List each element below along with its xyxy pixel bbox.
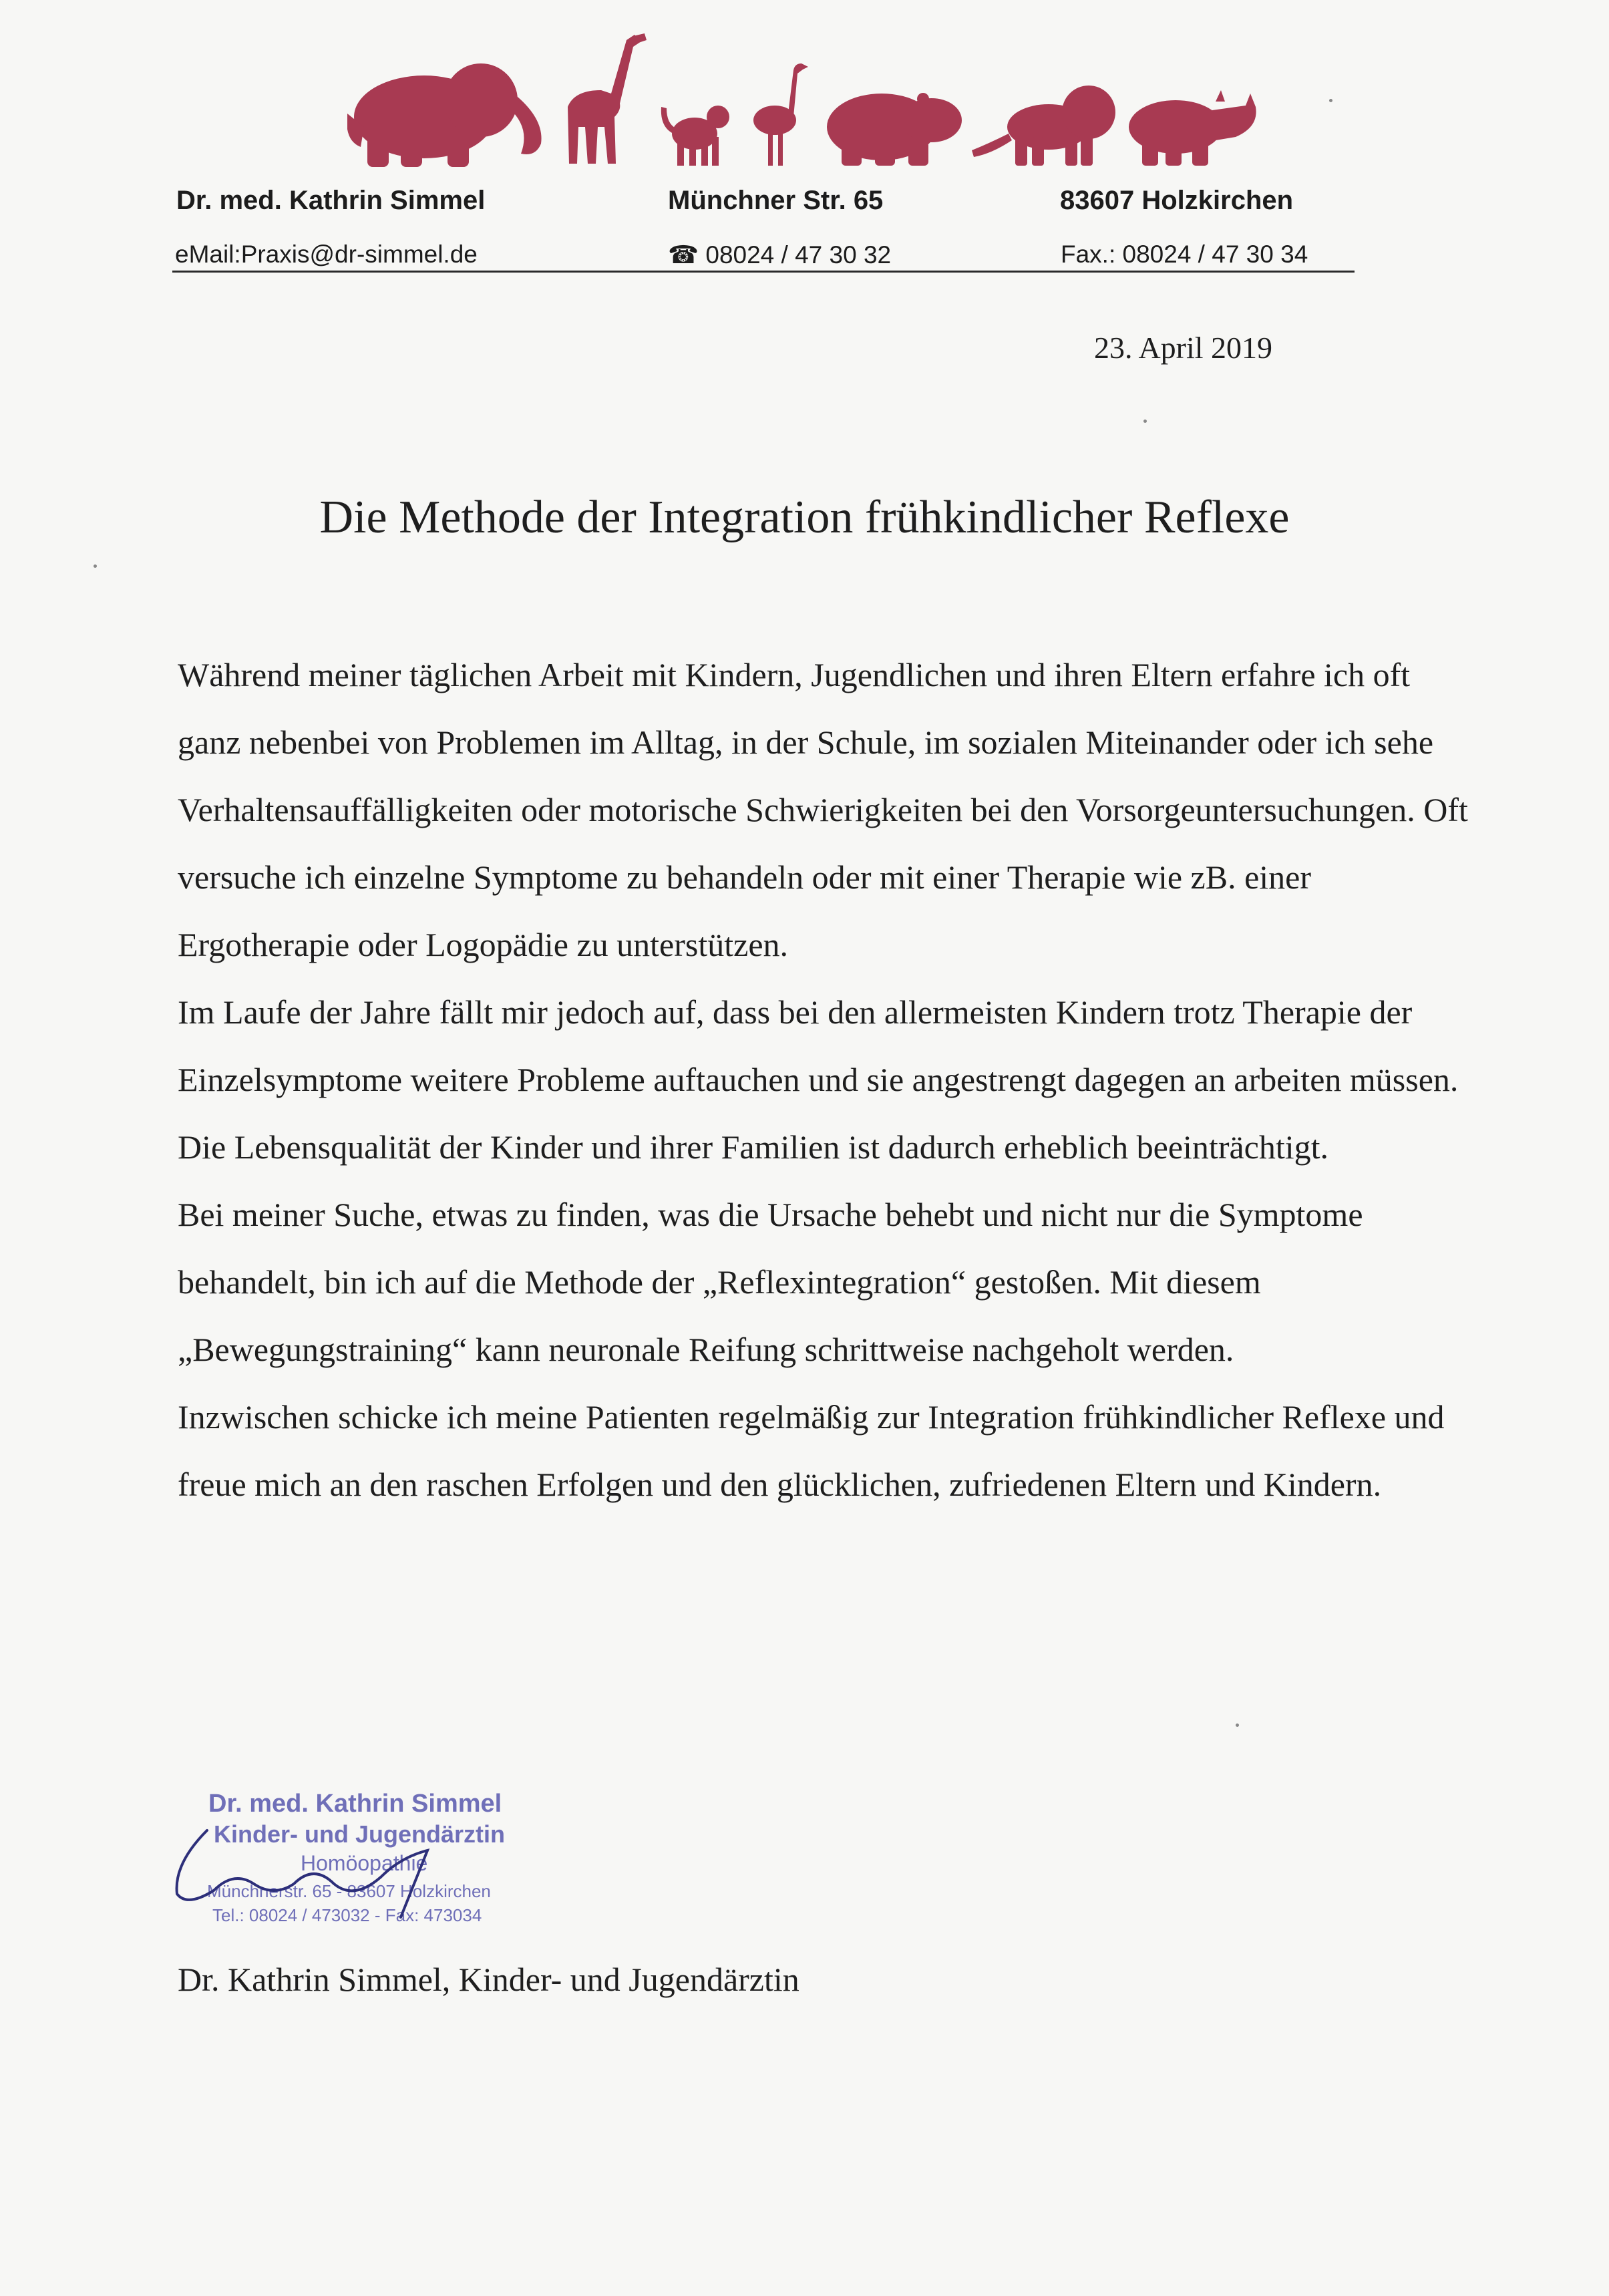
stamp-line-2: Kinder- und Jugendärztin [214,1820,505,1848]
scan-speck [1236,1724,1239,1727]
body-paragraph-2: Im Laufe der Jahre fällt mir jedoch auf, dass bei den allermeisten Kindern trotz Therapie der Einzelsymptome weitere Probleme auftauchen und sie angestrengt dagegen an arbeiten müssen. Die Lebensqualität der Kinder und ihrer Familien ist dadurch erheblich beeinträchtigt. [178,993,1459,1166]
rhino-icon [1129,90,1256,166]
doctor-stamp [160,1784,574,1944]
body-paragraph-3: Bei meiner Suche, etwas zu finden, was die Ursache behebt und nicht nur die Symptome behandelt, bin ich auf die Methode der „Reflexintegration“ gestoßen. Mit diesem „Bewegungstraining“ kann neuronale Reifung schrittweise nachgeholt werden. [178,1196,1363,1368]
letter-title: Die Methode der Integration frühkindlicher Reflexe [319,492,1290,543]
letter-date: 23. April 2019 [1094,331,1273,365]
letterhead-fax: Fax.: 08024 / 47 30 34 [1061,240,1308,268]
scan-speck [1329,99,1332,102]
body-paragraph-4: Inzwischen schicke ich meine Patienten regelmäßig zur Integration frühkindlicher Reflexe und freue mich an den raschen Erfolgen und den glücklichen, zufriedenen Eltern und Kindern. [178,1398,1445,1503]
ostrich-icon [753,63,808,166]
stamp-line-1: Dr. med. Kathrin Simmel [208,1790,502,1818]
letterhead-name: Dr. med. Kathrin Simmel [176,186,486,215]
phone-number: 08024 / 47 30 32 [705,241,892,269]
stamp-line-3: Homöopathie [301,1851,428,1875]
hippo-icon [827,93,962,166]
giraffe-icon [568,33,647,164]
letterhead-email[interactable]: eMail:Praxis@dr-simmel.de [175,240,478,268]
letterhead-street: Münchner Str. 65 [668,186,884,215]
lion-icon [972,86,1115,166]
signature-name: Dr. Kathrin Simmel, Kinder- und Jugendärztin [178,1961,799,1998]
elephant-icon [347,63,542,167]
scan-speck [94,564,97,568]
letterhead-phone [668,240,891,269]
phone-icon: ☎ [668,241,699,269]
monkey-icon [661,106,729,166]
stamp-line-4: Münchnerstr. 65 - 83607 Holzkirchen [207,1881,491,1901]
stamp-line-5: Tel.: 08024 / 473032 - Fax: 473034 [212,1905,482,1925]
letter-body [178,641,1473,1518]
animal-banner [347,27,1282,174]
letterhead-rule [172,271,1355,273]
letterhead-city: 83607 Holzkirchen [1060,186,1294,215]
body-paragraph-1: Während meiner täglichen Arbeit mit Kindern, Jugendlichen und ihren Eltern erfahre ich oft ganz nebenbei von Problemen im Alltag, in der Schule, im sozialen Miteinander oder ich sehe Verhaltensauffälligkeiten oder motorische Schwierigkeiten bei den Vorsorgeuntersuchungen. Oft versuche ich einzelne Symptome zu behandeln oder mit einer Therapie wie zB. einer Ergotherapie oder Logopädie zu unterstützen. [178,656,1468,963]
scan-speck [1143,420,1147,423]
